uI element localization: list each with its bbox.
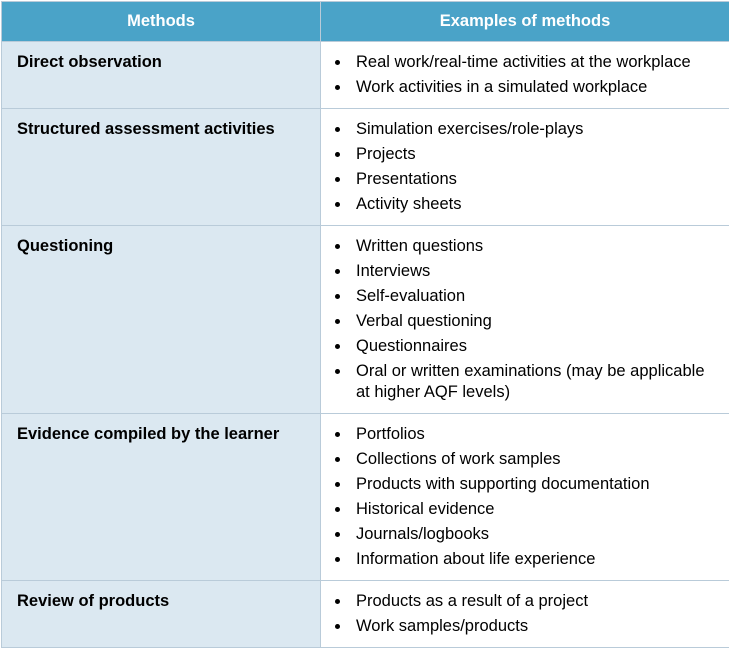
- method-cell: Evidence compiled by the learner: [2, 414, 321, 581]
- table-row: [2, 226, 729, 414]
- method-cell: Direct observation: [2, 42, 321, 109]
- example-list-item: Presentations: [332, 169, 719, 190]
- example-list-item: Historical evidence: [332, 499, 719, 520]
- method-cell: Structured assessment activities: [2, 109, 321, 226]
- example-list-item: Products with supporting documentation: [332, 474, 719, 495]
- examples-list: [332, 119, 719, 215]
- examples-list: [332, 424, 719, 570]
- assessment-methods-table: [1, 1, 729, 648]
- examples-cell: [321, 109, 729, 226]
- examples-list: [332, 52, 719, 98]
- examples-cell: [321, 42, 729, 109]
- example-list-item: Information about life experience: [332, 549, 719, 570]
- method-cell: Questioning: [2, 226, 321, 414]
- examples-cell: [321, 414, 729, 581]
- table-row: [2, 42, 729, 109]
- example-list-item: Products as a result of a project: [332, 591, 719, 612]
- table-row: [2, 109, 729, 226]
- examples-list: [332, 236, 719, 403]
- examples-list: [332, 591, 719, 637]
- example-list-item: Verbal questioning: [332, 311, 719, 332]
- method-cell: Review of products: [2, 581, 321, 648]
- example-list-item: Simulation exercises/role-plays: [332, 119, 719, 140]
- example-list-item: Projects: [332, 144, 719, 165]
- example-list-item: Interviews: [332, 261, 719, 282]
- example-list-item: Work samples/products: [332, 616, 719, 637]
- example-list-item: Written questions: [332, 236, 719, 257]
- example-list-item: Work activities in a simulated workplace: [332, 77, 719, 98]
- example-list-item: Journals/logbooks: [332, 524, 719, 545]
- example-list-item: Activity sheets: [332, 194, 719, 215]
- header-methods: Methods: [2, 2, 321, 42]
- example-list-item: Portfolios: [332, 424, 719, 445]
- table-row: [2, 414, 729, 581]
- example-list-item: Self-evaluation: [332, 286, 719, 307]
- examples-cell: [321, 226, 729, 414]
- table-row: [2, 581, 729, 648]
- table-header-row: [2, 2, 729, 42]
- example-list-item: Collections of work samples: [332, 449, 719, 470]
- header-examples-of-methods: Examples of methods: [321, 2, 729, 42]
- example-list-item: Oral or written examinations (may be applicable at higher AQF levels): [332, 361, 719, 403]
- example-list-item: Real work/real-time activities at the workplace: [332, 52, 719, 73]
- example-list-item: Questionnaires: [332, 336, 719, 357]
- examples-cell: [321, 581, 729, 648]
